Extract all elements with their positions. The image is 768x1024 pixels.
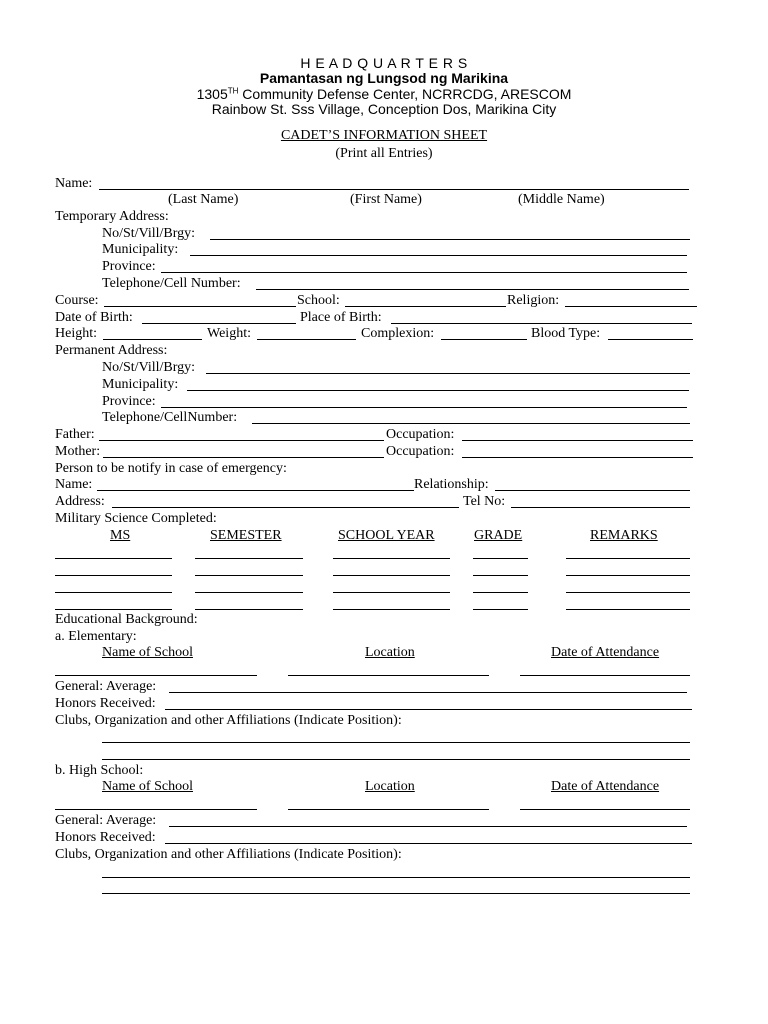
hs-col-location: Location (365, 779, 415, 794)
ms-cell[interactable] (55, 558, 172, 559)
elem-col-location: Location (365, 645, 415, 660)
elem-clubs-field[interactable] (102, 759, 690, 760)
emergency-name-field[interactable] (97, 490, 414, 491)
blood-type-label: Blood Type: (531, 326, 601, 341)
first-name-caption: (First Name) (350, 192, 422, 207)
temporary-address-heading: Temporary Address: (55, 209, 169, 224)
perm-municipality-field[interactable] (187, 390, 689, 391)
relationship-field[interactable] (495, 490, 690, 491)
pob-field[interactable] (391, 323, 692, 324)
temp-telephone-label: Telephone/Cell Number: (102, 276, 241, 291)
hs-location-field[interactable] (288, 809, 489, 810)
height-label: Height: (55, 326, 97, 341)
elem-honors-label: Honors Received: (55, 696, 156, 711)
name-field[interactable] (99, 189, 689, 190)
elem-clubs-field[interactable] (102, 742, 690, 743)
temp-municipality-label: Municipality: (102, 242, 179, 257)
school-year-cell[interactable] (333, 609, 450, 610)
school-year-cell[interactable] (333, 575, 450, 576)
elem-average-label: General: Average: (55, 679, 157, 694)
elementary-heading: a. Elementary: (55, 629, 137, 644)
temp-telephone-field[interactable] (256, 289, 689, 290)
emergency-heading: Person to be notify in case of emergency: (55, 461, 287, 476)
weight-field[interactable] (257, 339, 356, 340)
ms-cell[interactable] (55, 575, 172, 576)
school-label: School: (297, 293, 340, 308)
blood-type-field[interactable] (608, 339, 693, 340)
remarks-cell[interactable] (566, 558, 690, 559)
hs-col-date: Date of Attendance (551, 779, 660, 794)
last-name-caption: (Last Name) (168, 192, 239, 207)
mother-field[interactable] (103, 457, 384, 458)
hs-honors-label: Honors Received: (55, 830, 156, 845)
elem-average-field[interactable] (169, 692, 687, 693)
ms-cell[interactable] (55, 592, 172, 593)
hs-average-label: General: Average: (55, 813, 157, 828)
emergency-name-label: Name: (55, 477, 93, 492)
mother-occupation-label: Occupation: (386, 444, 455, 459)
col-ms: MS (110, 528, 131, 543)
course-field[interactable] (104, 306, 296, 307)
tel-label: Tel No: (463, 494, 506, 509)
school-year-cell[interactable] (333, 558, 450, 559)
dob-label: Date of Birth: (55, 310, 133, 325)
elem-date-field[interactable] (520, 675, 690, 676)
hs-honors-field[interactable] (165, 843, 692, 844)
perm-street-label: No/St/Vill/Brgy: (102, 360, 196, 375)
perm-municipality-label: Municipality: (102, 377, 179, 392)
hs-clubs-field[interactable] (102, 893, 690, 894)
hs-clubs-field[interactable] (102, 877, 690, 878)
emergency-address-field[interactable] (112, 507, 459, 508)
complexion-field[interactable] (441, 339, 527, 340)
elem-clubs-label: Clubs, Organization and other Affiliations (Indicate Position): (55, 713, 402, 728)
temp-street-field[interactable] (210, 239, 690, 240)
father-label: Father: (55, 427, 95, 442)
emergency-address-label: Address: (55, 494, 105, 509)
perm-telephone-label: Telephone/CellNumber: (102, 410, 238, 425)
temp-municipality-field[interactable] (190, 255, 687, 256)
father-occupation-field[interactable] (462, 440, 693, 441)
elem-col-school: Name of School (102, 645, 193, 660)
unit-name: 1305TH Community Defense Center, NCRRCDG, ARESCOM (196, 86, 572, 102)
mother-label: Mother: (55, 444, 101, 459)
col-school-year: SCHOOL YEAR (338, 528, 435, 543)
page-subtitle: (Print all Entries) (335, 146, 433, 161)
perm-province-field[interactable] (161, 407, 687, 408)
remarks-cell[interactable] (566, 609, 690, 610)
mother-occupation-field[interactable] (462, 457, 693, 458)
col-grade: GRADE (474, 528, 523, 543)
middle-name-caption: (Middle Name) (518, 192, 605, 207)
weight-label: Weight: (207, 326, 251, 341)
dob-field[interactable] (142, 323, 296, 324)
military-science-heading: Military Science Completed: (55, 511, 217, 526)
remarks-cell[interactable] (566, 575, 690, 576)
address-line: Rainbow St. Sss Village, Conception Dos, Marikina City (211, 101, 557, 117)
semester-cell[interactable] (195, 609, 303, 610)
semester-cell[interactable] (195, 592, 303, 593)
remarks-cell[interactable] (566, 592, 690, 593)
religion-label: Religion: (507, 293, 560, 308)
page-title: CADET’S INFORMATION SHEET (280, 128, 488, 143)
religion-field[interactable] (565, 306, 697, 307)
temp-province-label: Province: (102, 259, 156, 274)
relationship-label: Relationship: (414, 477, 489, 492)
hs-date-field[interactable] (520, 809, 690, 810)
permanent-address-heading: Permanent Address: (55, 343, 168, 358)
pob-label: Place of Birth: (300, 310, 382, 325)
temp-street-label: No/St/Vill/Brgy: (102, 226, 196, 241)
university-name: Pamantasan ng Lungsod ng Marikina (259, 70, 509, 86)
grade-cell[interactable] (473, 558, 528, 559)
hs-clubs-label: Clubs, Organization and other Affiliations (Indicate Position): (55, 847, 402, 862)
school-year-cell[interactable] (333, 592, 450, 593)
father-occupation-label: Occupation: (386, 427, 455, 442)
height-field[interactable] (103, 339, 202, 340)
hs-school-field[interactable] (55, 809, 257, 810)
name-label: Name: (55, 176, 93, 191)
col-semester: SEMESTER (210, 528, 282, 543)
elem-honors-field[interactable] (165, 709, 692, 710)
ms-cell[interactable] (55, 609, 172, 610)
header-title: H E A D Q U A R T E R S (300, 55, 468, 71)
elem-location-field[interactable] (288, 675, 489, 676)
education-heading: Educational Background: (55, 612, 198, 627)
grade-cell[interactable] (473, 592, 528, 593)
elem-school-field[interactable] (55, 675, 257, 676)
hs-average-field[interactable] (169, 826, 687, 827)
perm-telephone-field[interactable] (252, 423, 690, 424)
temp-province-field[interactable] (161, 272, 687, 273)
father-field[interactable] (99, 440, 384, 441)
grade-cell[interactable] (473, 609, 528, 610)
school-field[interactable] (345, 306, 506, 307)
course-label: Course: (55, 293, 99, 308)
complexion-label: Complexion: (361, 326, 435, 341)
grade-cell[interactable] (473, 575, 528, 576)
perm-street-field[interactable] (206, 373, 690, 374)
col-remarks: REMARKS (590, 528, 658, 543)
hs-col-school: Name of School (102, 779, 193, 794)
tel-field[interactable] (511, 507, 690, 508)
high-school-heading: b. High School: (55, 763, 144, 778)
perm-province-label: Province: (102, 394, 156, 409)
semester-cell[interactable] (195, 575, 303, 576)
semester-cell[interactable] (195, 558, 303, 559)
elem-col-date: Date of Attendance (551, 645, 660, 660)
